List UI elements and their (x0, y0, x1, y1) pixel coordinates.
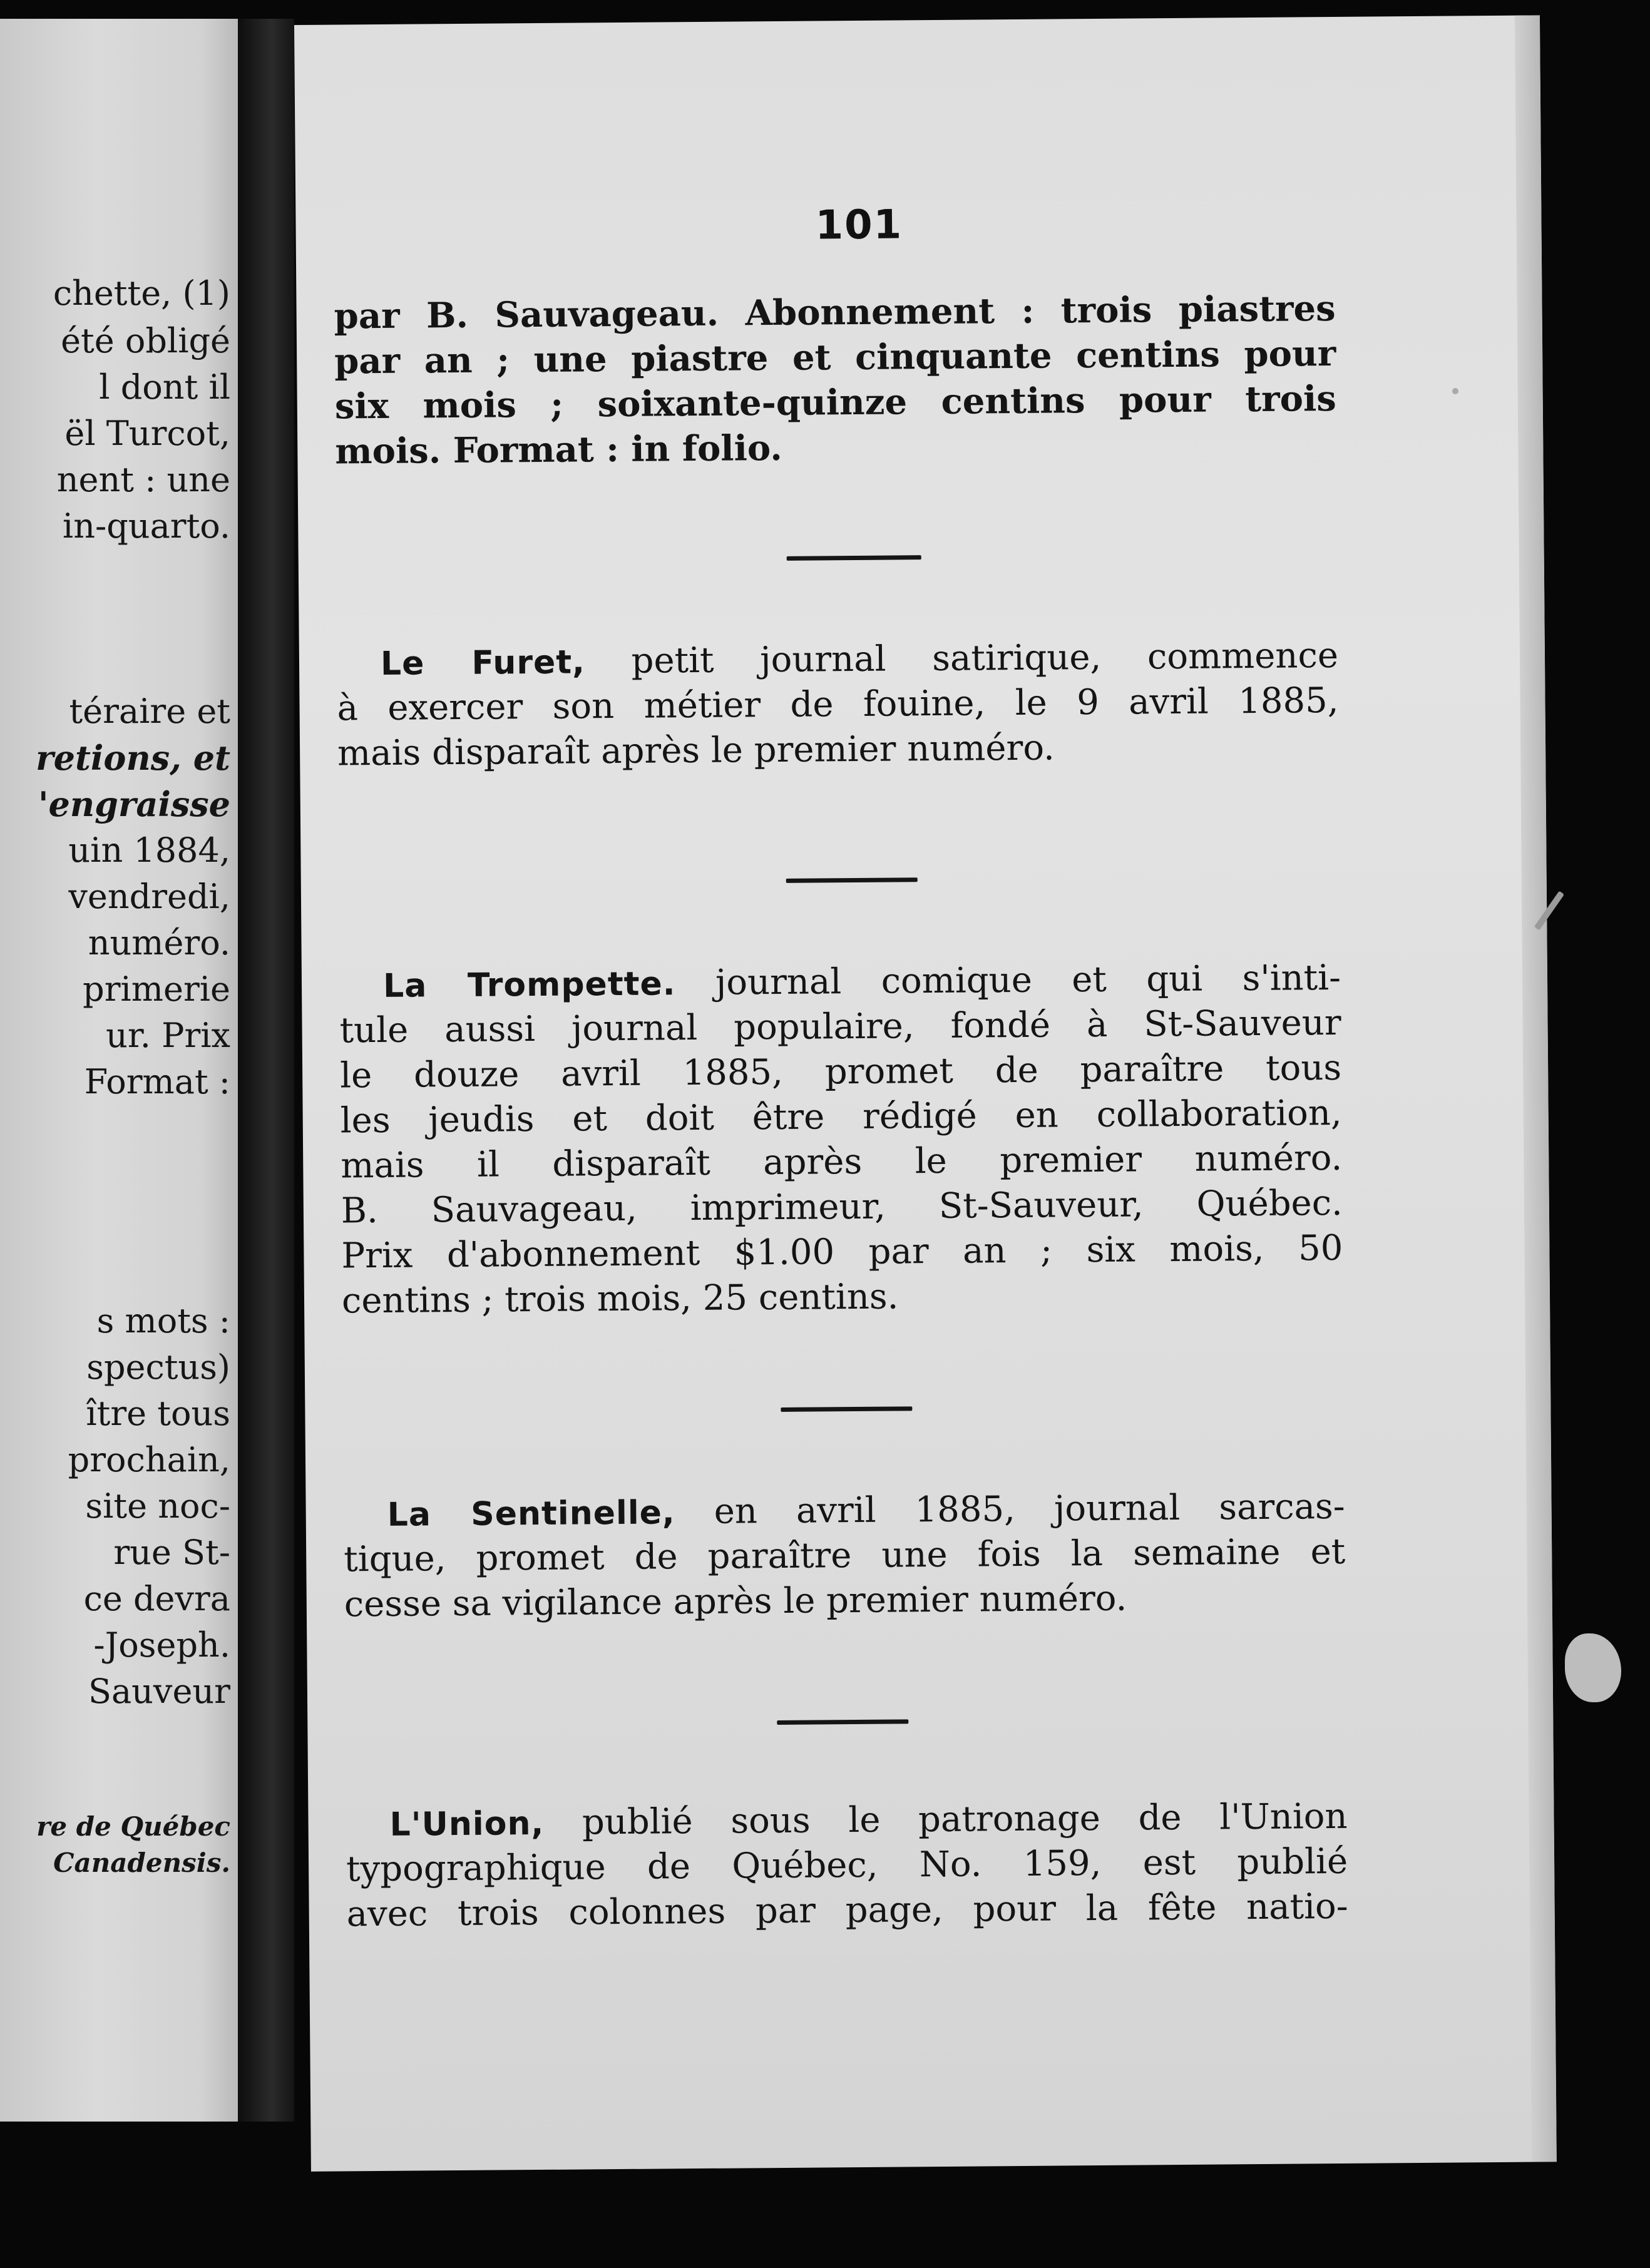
scan-artifact (1452, 388, 1458, 394)
left-line: Format : (84, 1062, 230, 1101)
text-line: à exercer son métier de fouine, le 9 avril 1885, (337, 680, 1339, 729)
left-line: primerie (83, 969, 230, 1009)
entry-text: journal comique et qui s'inti- (715, 957, 1341, 1003)
text-line: mois. Format : in folio. (335, 427, 782, 472)
text-line (346, 1794, 1348, 1847)
left-line: l dont il (99, 367, 230, 407)
left-line: -Joseph. (93, 1625, 230, 1665)
text-line: centins ; trois mois, 25 centins. (341, 1276, 899, 1322)
left-line: re de Québec (36, 1811, 230, 1842)
text-line: cesse sa vigilance après le premier numéro. (344, 1578, 1127, 1625)
left-line: été obligé (61, 321, 230, 360)
text-line: B. Sauvageau, imprimeur, St-Sauveur, Québec. (341, 1182, 1343, 1232)
text-line: par B. Sauvageau. Abonnement : trois piastres (334, 287, 1336, 337)
text-line (343, 1484, 1345, 1538)
entry-le-furet (337, 633, 1340, 777)
entry-la-sentinelle (343, 1484, 1346, 1628)
left-line: ître tous (86, 1394, 230, 1433)
left-line: nent : une (56, 460, 230, 499)
section-divider (777, 1719, 908, 1725)
entry-text: en avril 1885, journal sarcas- (714, 1486, 1345, 1532)
entry-la-trompette (339, 956, 1343, 1324)
left-line: retions, et (36, 738, 230, 778)
left-line: vendredi, (68, 877, 230, 916)
left-line: téraire et (69, 692, 230, 731)
section-divider (786, 877, 918, 883)
left-line: spectus) (86, 1347, 230, 1387)
left-line: ur. Prix (106, 1016, 230, 1055)
entry-title: Le Furet, (380, 643, 586, 683)
left-line: chette, (1) (53, 273, 230, 313)
text-line: mais disparaît après le premier numéro. (337, 727, 1055, 774)
entry-text: publié sous le patronage de l'Union (582, 1796, 1348, 1843)
text-line: par an ; une piastre et cinquante centins pour (334, 332, 1336, 382)
entry-text: petit journal satirique, commence (631, 635, 1339, 682)
previous-page-fragment (0, 19, 238, 2122)
section-divider (787, 555, 921, 561)
left-line: ce devra (83, 1579, 230, 1618)
text-line: tule aussi journal populaire, fondé à St-Sauveur (339, 1002, 1341, 1051)
left-line: rue St- (113, 1533, 230, 1572)
text-line (339, 956, 1341, 1009)
left-line: in-quarto. (62, 506, 230, 546)
text-line: mais il disparaît après le premier numéro. (341, 1137, 1343, 1187)
paragraph-continuation (334, 286, 1336, 474)
left-line: Canadensis. (53, 1847, 230, 1878)
left-line: 'engraisse (38, 784, 230, 824)
text-line: avec trois colonnes par page, pour la fête natio- (346, 1886, 1348, 1935)
left-line: numéro. (88, 923, 230, 963)
left-line: prochain, (68, 1440, 230, 1479)
left-line: s mots : (96, 1301, 230, 1341)
book-gutter (238, 19, 294, 2122)
left-line: ël Turcot, (64, 414, 230, 453)
text-line: tique, promet de paraître une fois la semaine et (344, 1531, 1346, 1580)
text-line: typographique de Québec, No. 159, est publié (346, 1841, 1348, 1890)
text-line: le douze avril 1885, promet de paraître tous (339, 1047, 1342, 1096)
text-line: six mois ; soixante-quinze centins pour trois (334, 377, 1336, 427)
text-line (337, 633, 1339, 687)
text-line: Prix d'abonnement $1.00 par an ; six mois, 50 (341, 1227, 1343, 1277)
text-line: les jeudis et doit être rédigé en collaboration, (340, 1092, 1342, 1142)
left-line: Sauveur (88, 1672, 230, 1711)
entry-title: La Trompette. (382, 965, 676, 1005)
section-divider (781, 1406, 912, 1412)
left-line: site noc- (85, 1486, 230, 1526)
entry-title: La Sentinelle, (387, 1494, 675, 1534)
entry-title: L'Union, (389, 1804, 545, 1844)
page-number: 101 (815, 202, 903, 249)
book-page (294, 15, 1557, 2172)
entry-l-union (346, 1794, 1348, 1938)
left-line: uin 1884, (68, 830, 230, 870)
